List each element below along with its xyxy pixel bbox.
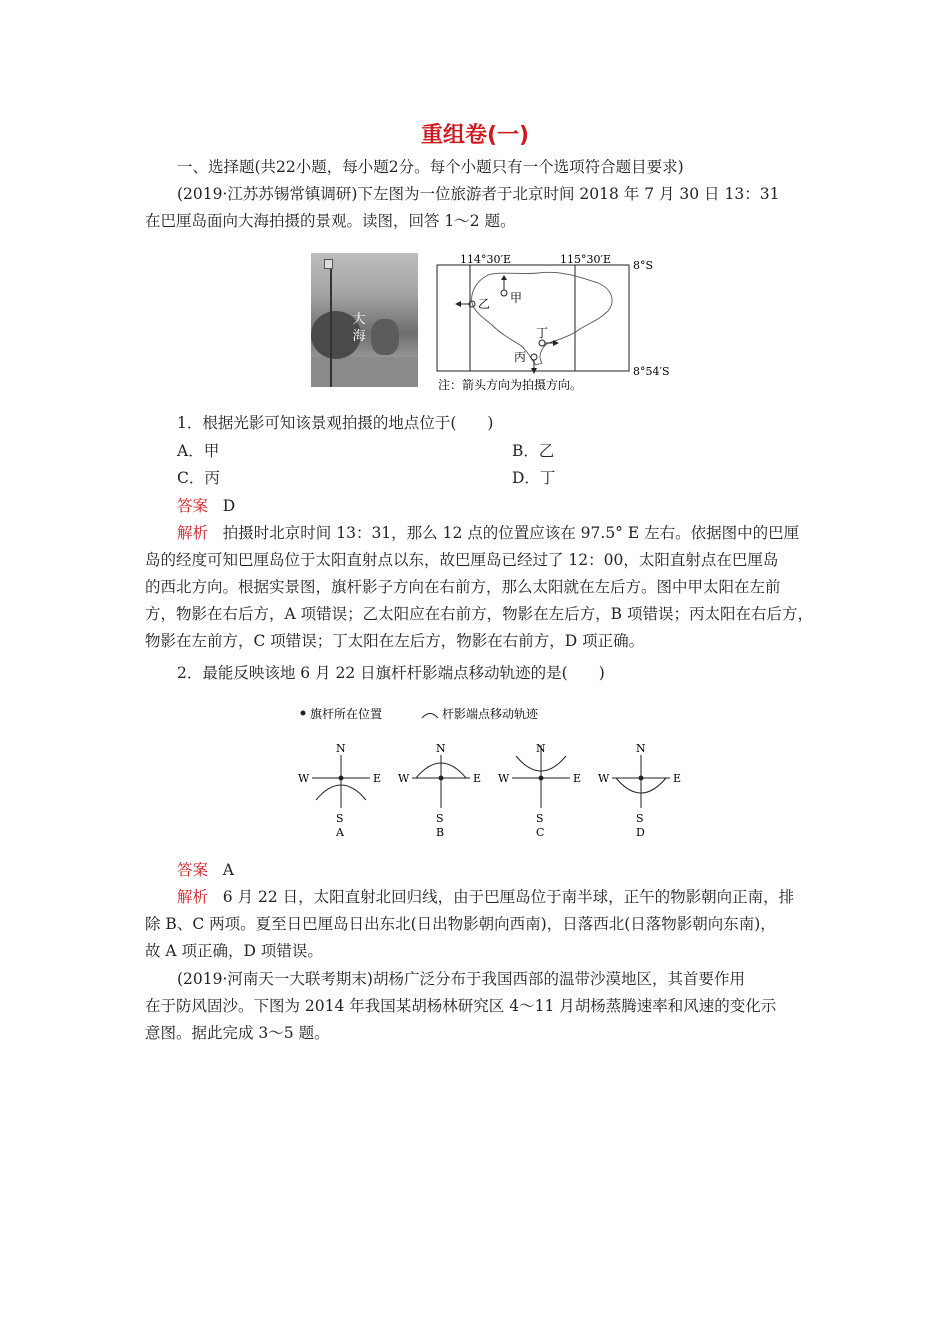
compass-e: E — [373, 772, 382, 785]
label-bing: 丙 — [514, 350, 527, 364]
diagram-label-b: B — [436, 826, 445, 839]
bali-map — [430, 253, 690, 403]
q1-option-b: B．乙 — [512, 442, 555, 460]
q2-answer-label: 答案 — [177, 861, 209, 879]
diagram-c — [498, 742, 581, 839]
q2-stem: 2．最能反映该地 6 月 22 日旗杆杆影端点移动轨迹的是( ) — [177, 664, 605, 682]
compass-w: W — [598, 772, 610, 785]
label-ding: 丁 — [536, 326, 549, 340]
map-note: 注：箭头方向为拍摄方向。 — [438, 378, 583, 392]
diagram-a — [298, 742, 381, 839]
lat-label-1: 8°S — [633, 259, 654, 272]
q1-analysis-line5: 物影在左前方，C 项错误；丁太阳在左后方，物影在右前方，D 项正确。 — [145, 632, 645, 650]
point-ding — [539, 340, 545, 346]
island-outline — [472, 272, 612, 365]
q2-analysis-label: 解析 — [177, 888, 209, 906]
legend-dot — [301, 711, 306, 716]
intro2-line1: (2019·河南天一大联考期末)胡杨广泛分布于我国西部的温带沙漠地区，其首要作用 — [177, 970, 745, 988]
q2-diagrams — [290, 700, 710, 845]
compass-w: W — [298, 772, 310, 785]
intro2-line3: 意图。据此完成 3～5 题。 — [145, 1024, 330, 1042]
q1-option-a: A．甲 — [177, 442, 220, 460]
q2-analysis-line1: 6 月 22 日，太阳直射北回归线，由于巴厘岛位于南半球，正午的物影朝向正南，排 — [222, 888, 795, 906]
q1-option-c: C．丙 — [177, 469, 220, 487]
scenery-photo — [311, 253, 418, 387]
diagram-label-c: C — [536, 826, 545, 839]
compass-e: E — [473, 772, 482, 785]
q1-analysis-line4: 方，物影在右后方，A 项错误；乙太阳应在右前方，物影在左后方，B 项错误；丙太阳在右后方， — [145, 605, 813, 623]
q1-analysis-line3: 的西北方向。根据实景图，旗杆影子方向在右前方，那么太阳就在左后方。图中甲太阳在左前 — [145, 578, 781, 596]
diagram-d — [598, 742, 681, 839]
compass-n: N — [436, 742, 446, 755]
q1-option-d: D．丁 — [512, 469, 556, 487]
compass-s: S — [636, 812, 644, 825]
point-jia — [501, 290, 507, 296]
q1-stem: 1．根据光影可知该景观拍摄的地点位于( ) — [177, 414, 494, 432]
lat-label-2: 8°54′S — [633, 365, 670, 378]
compass-s: S — [336, 812, 344, 825]
compass-s: S — [436, 812, 444, 825]
compass-e: E — [573, 772, 582, 785]
intro1-line2: 在巴厘岛面向大海拍摄的景观。读图，回答 1～2 题。 — [145, 212, 516, 230]
section-heading: 一、选择题(共22小题，每小题2分。每个小题只有一个选项符合题目要求) — [177, 158, 684, 176]
legend-track: 杆影端点移动轨迹 — [442, 707, 539, 721]
q1-analysis-row — [177, 520, 799, 547]
compass-e: E — [673, 772, 682, 785]
q1-analysis-label: 解析 — [177, 524, 209, 542]
label-jia: 甲 — [510, 291, 523, 305]
compass-n: N — [536, 742, 546, 755]
q2-analysis-line2: 除 B、C 两项。夏至日巴厘岛日出东北(日出物影朝向西南)，日落西北(日落物影朝向东南)， — [145, 915, 776, 933]
q1-answer: D — [222, 497, 236, 515]
diagram-label-d: D — [636, 826, 645, 839]
photo-label: 大海 — [352, 312, 366, 344]
q1-answer-label: 答案 — [177, 497, 209, 515]
intro1-line1: (2019·江苏苏锡常镇调研)下左图为一位旅游者于北京时间 2018 年 7 月 30 日 13：31 — [177, 185, 780, 203]
legend-pole: 旗杆所在位置 — [310, 707, 383, 721]
lon-label-2: 115°30′E — [560, 253, 612, 266]
diagram-label-a: A — [336, 826, 344, 839]
q2-answer: A — [222, 861, 234, 879]
q1-analysis-line2: 岛的经度可知巴厘岛位于太阳直射点以东，故巴厘岛已经过了 12：00，太阳直射点在巴厘岛 — [145, 551, 779, 569]
flagpole — [330, 261, 332, 387]
q1-analysis-line1: 拍摄时北京时间 13：31，那么 12 点的位置应该在 97.5° E 左右。依据图中的巴厘 — [222, 524, 800, 542]
q1-answer-row — [177, 493, 235, 520]
compass-n: N — [636, 742, 646, 755]
lon-label-1: 114°30′E — [460, 253, 512, 266]
legend-arc-icon — [422, 714, 438, 719]
intro2-line2: 在于防风固沙。下图为 2014 年我国某胡杨林研究区 4～11 月胡杨蒸腾速率和风速的变化示 — [145, 997, 777, 1015]
compass-n: N — [336, 742, 346, 755]
point-bing — [531, 354, 537, 360]
compass-w: W — [398, 772, 410, 785]
compass-s: S — [536, 812, 544, 825]
q2-analysis-line3: 故 A 项正确，D 项错误。 — [145, 942, 323, 960]
compass-w: W — [498, 772, 510, 785]
page-title: 重组卷(一) — [420, 123, 530, 148]
q2-answer-row — [177, 857, 234, 884]
label-yi: 乙 — [478, 297, 491, 311]
q2-analysis-row — [177, 884, 794, 911]
diagram-b — [398, 742, 481, 839]
